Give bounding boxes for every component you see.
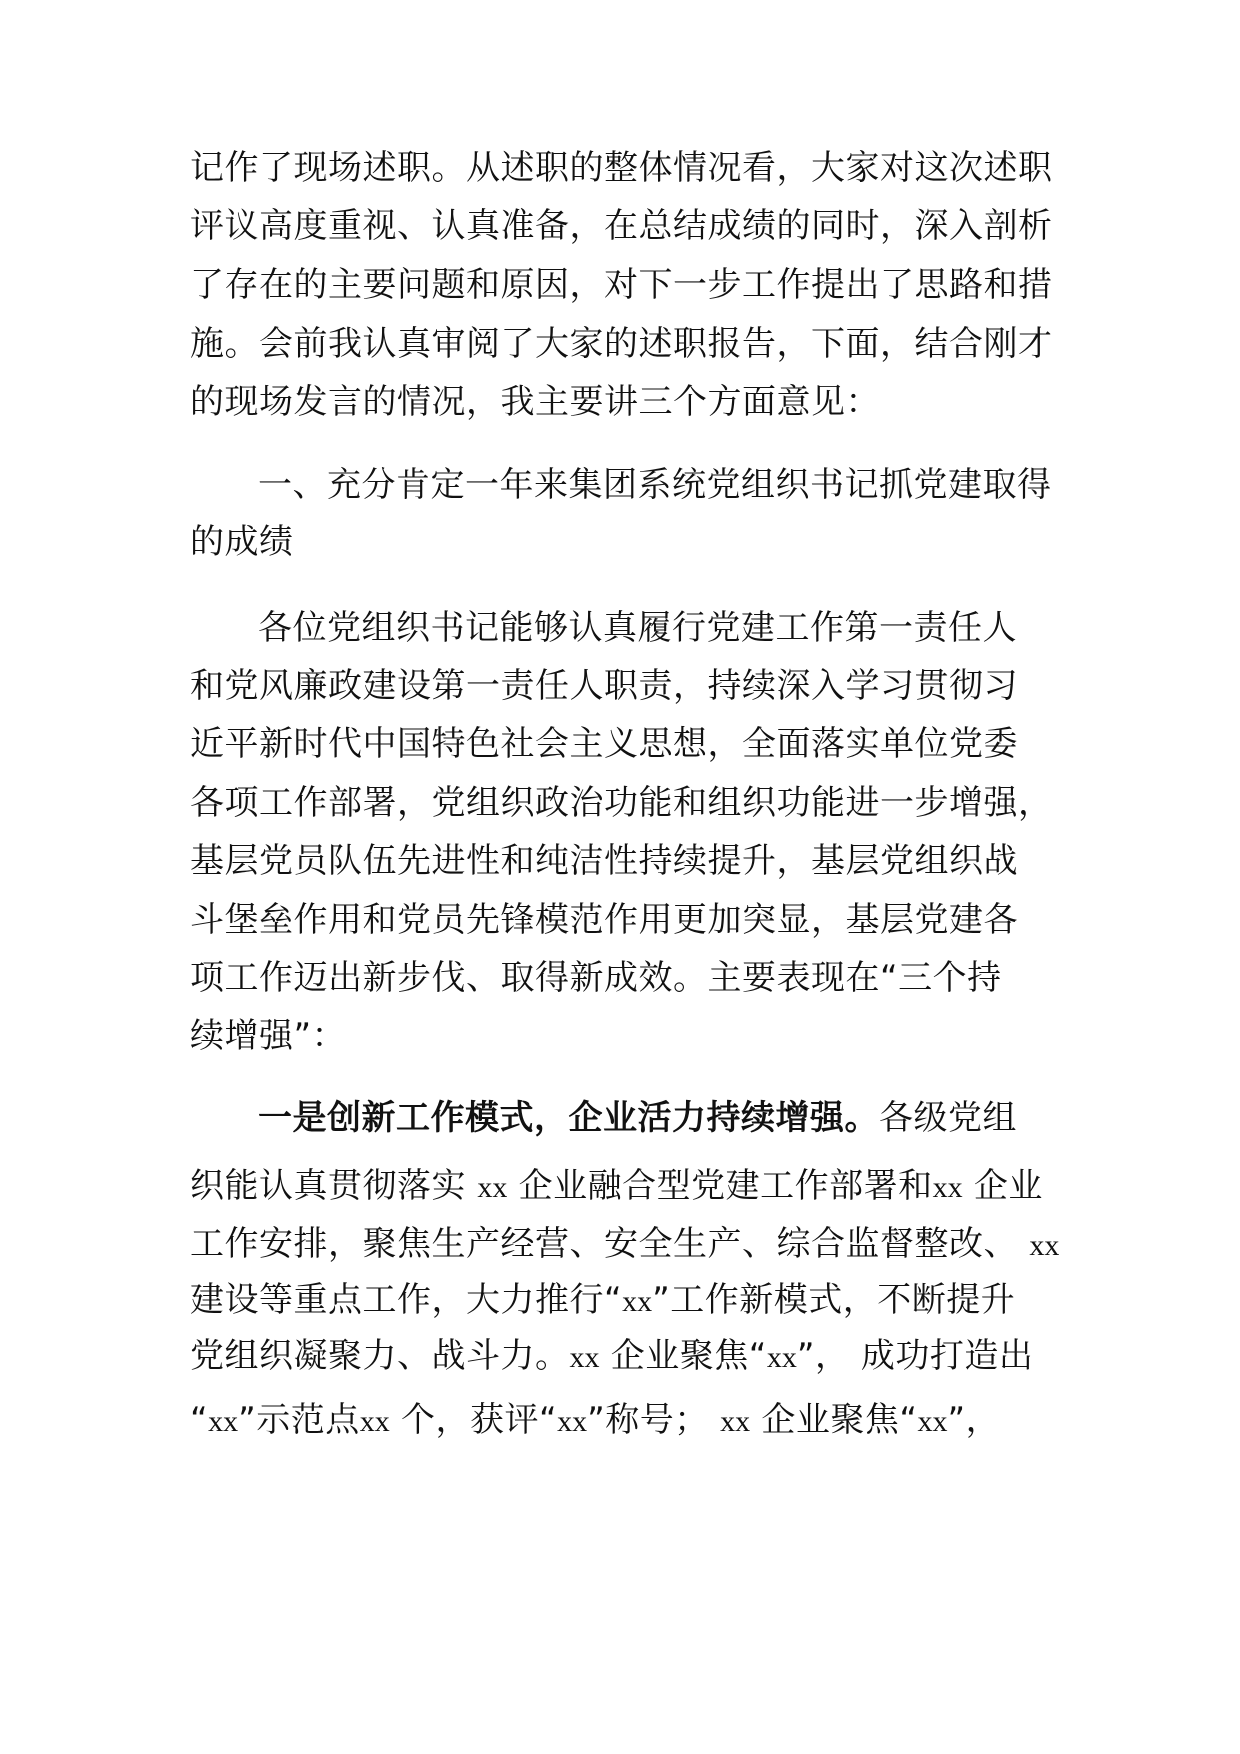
text-segment: 建设等重点工作，大力推行“ — [190, 1280, 623, 1320]
placeholder-xx: xx — [766, 1341, 797, 1374]
text-segment: 企业聚焦“ — [750, 1400, 918, 1440]
placeholder-xx: xx — [932, 1171, 963, 1204]
text-segment: “ — [190, 1400, 209, 1440]
point1-line-4 — [190, 1280, 1015, 1322]
text-segment: ”称号； — [587, 1400, 721, 1440]
paragraph-line-6: 斗堡垒作用和党员先锋模范作用更加突显，基层党建各 — [190, 900, 1018, 940]
text-segment: 织能认真贯彻落实 — [190, 1166, 478, 1206]
text-segment: ”示范点 — [238, 1400, 360, 1440]
intro-line-1: 记作了现场述职。从述职的整体情况看，大家对这次述职 — [190, 148, 1053, 188]
placeholder-xx: xx — [720, 1405, 751, 1438]
text-segment: ”， — [947, 1400, 1001, 1440]
text-segment: ”， 成功打造出 — [796, 1336, 1034, 1376]
point1-bold-lead: 一是创新工作模式，企业活力持续增强。 — [258, 1098, 879, 1138]
placeholder-xx: xx — [622, 1285, 653, 1318]
text-segment: 个，获评“ — [389, 1400, 558, 1440]
paragraph-line-3: 近平新时代中国特色社会主义思想，全面落实单位党委 — [190, 724, 1018, 764]
point1-line-2 — [190, 1166, 1043, 1208]
intro-line-2: 评议高度重视、认真准备，在总结成绩的同时，深入剖析 — [190, 206, 1053, 246]
paragraph-line-2: 和党风廉政建设第一责任人职责，持续深入学习贯彻习 — [190, 666, 1018, 706]
intro-line-4: 施。会前我认真审阅了大家的述职报告，下面，结合刚才 — [190, 324, 1053, 364]
paragraph-line-8: 续增强”： — [190, 1016, 347, 1056]
text-segment: ”工作新模式，不断提升 — [652, 1280, 1016, 1320]
placeholder-xx: xx — [569, 1341, 600, 1374]
placeholder-xx: xx — [1029, 1229, 1060, 1262]
placeholder-xx: xx — [359, 1405, 390, 1438]
text-segment: 党组织凝聚力、战斗力。 — [190, 1336, 570, 1376]
paragraph-line-7: 项工作迈出新步伐、取得新成效。主要表现在“三个持 — [190, 958, 1002, 998]
placeholder-xx: xx — [557, 1405, 588, 1438]
point1-line-1 — [258, 1098, 1017, 1138]
placeholder-xx: xx — [208, 1405, 239, 1438]
text-segment: 企业融合型党建工作部署和 — [507, 1166, 933, 1206]
section-heading-line-1: 一、充分肯定一年来集团系统党组织书记抓党建取得 — [258, 465, 1052, 505]
point1-first-rest: 各级党组 — [879, 1098, 1017, 1138]
point1-line-5 — [190, 1336, 1033, 1378]
paragraph-line-5: 基层党员队伍先进性和纯洁性持续提升，基层党组织战 — [190, 841, 1018, 881]
intro-line-5: 的现场发言的情况，我主要讲三个方面意见： — [190, 382, 880, 422]
paragraph-line-1: 各位党组织书记能够认真履行党建工作第一责任人 — [258, 608, 1017, 648]
text-segment: 工作安排，聚焦生产经营、安全生产、综合监督整改、 — [190, 1224, 1030, 1264]
intro-line-3: 了存在的主要问题和原因，对下一步工作提出了思路和措 — [190, 265, 1053, 305]
paragraph-line-4: 各项工作部署，党组织政治功能和组织功能进一步增强， — [190, 783, 1053, 823]
text-segment: 企业 — [962, 1166, 1043, 1206]
text-segment: 企业聚焦“ — [599, 1336, 767, 1376]
placeholder-xx: xx — [917, 1405, 948, 1438]
point1-line-3 — [190, 1224, 1059, 1266]
section-heading-line-2: 的成绩 — [190, 522, 294, 562]
point1-line-6 — [190, 1400, 1000, 1442]
placeholder-xx: xx — [477, 1171, 508, 1204]
